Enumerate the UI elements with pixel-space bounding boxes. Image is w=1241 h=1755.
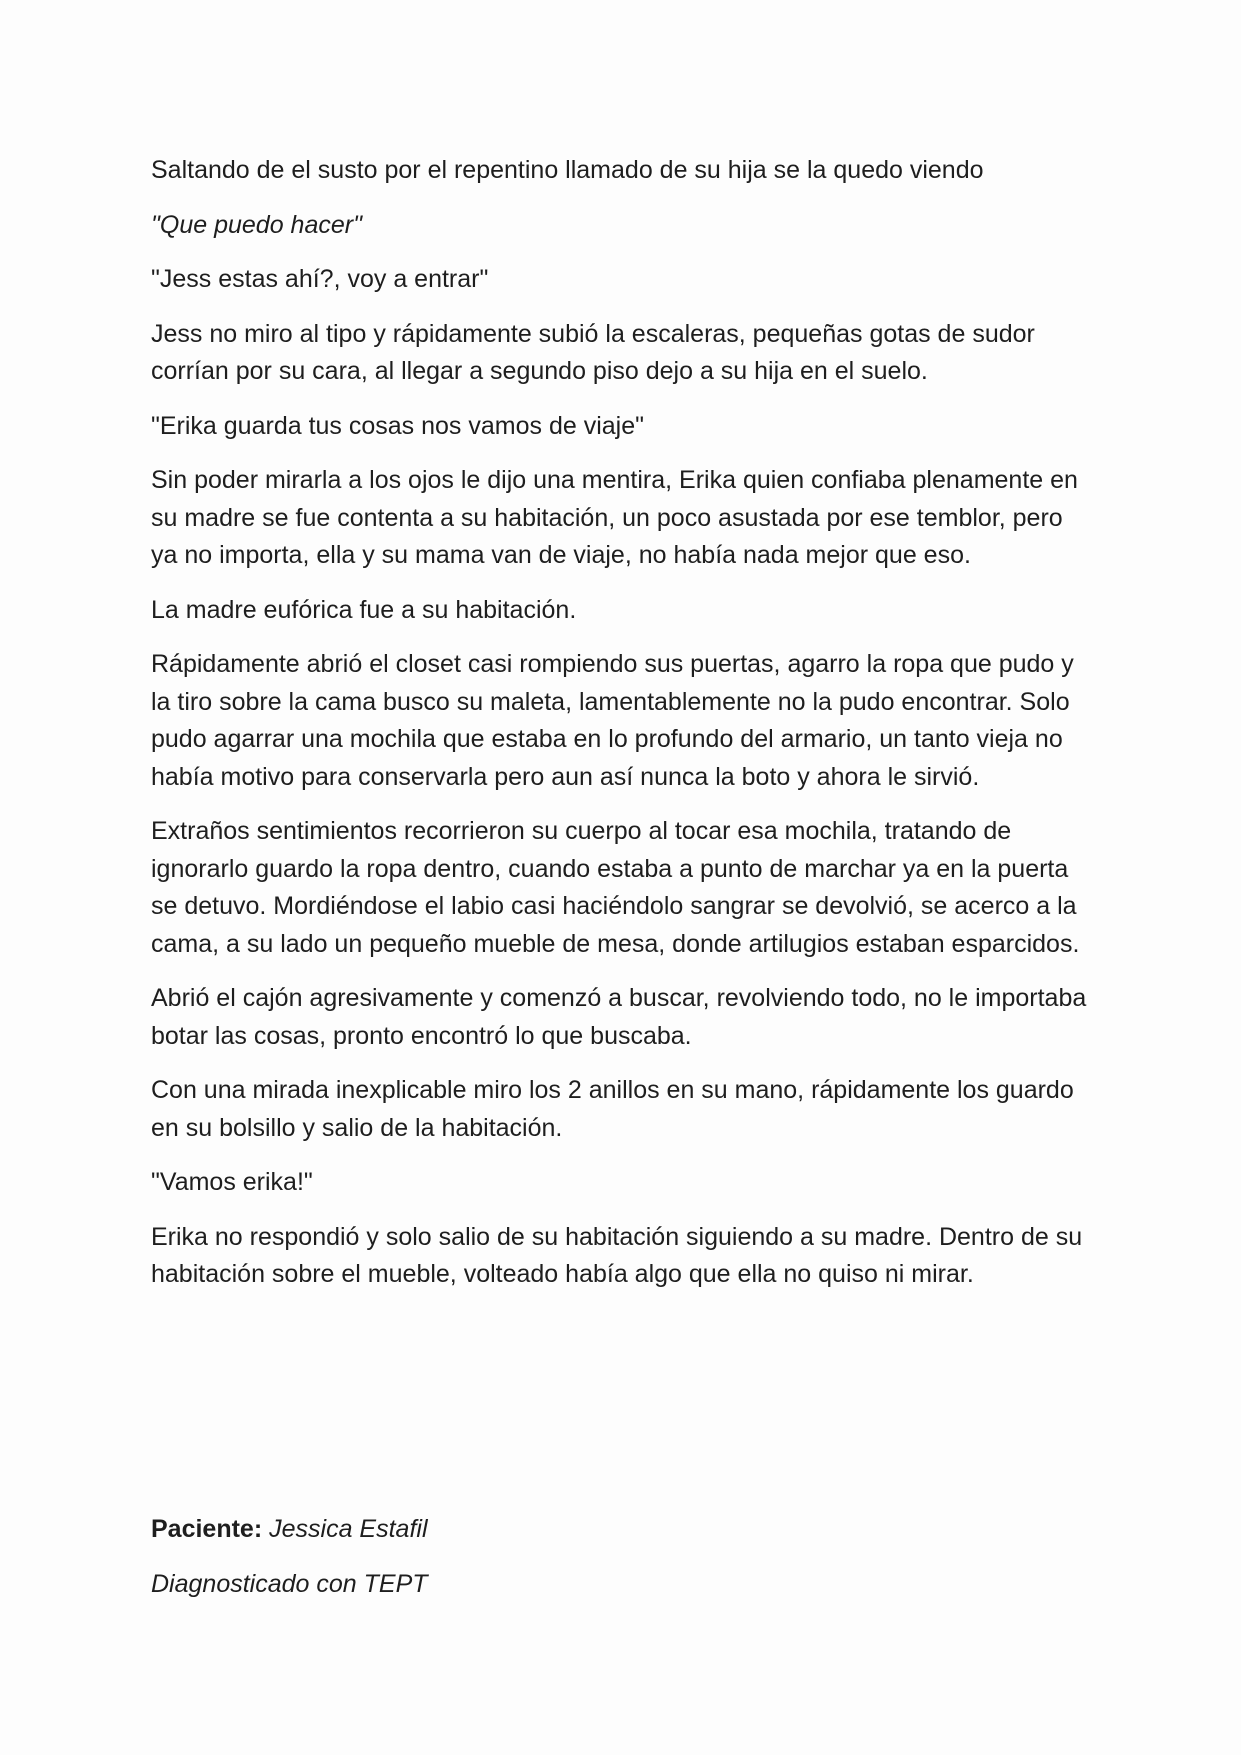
patient-info (151, 1511, 1096, 1620)
paragraph: La madre eufórica fue a su habitación. (151, 595, 577, 624)
paragraph: Extraños sentimientos recorrieron su cuerpo al tocar esa mochila, tratando de ignorarlo guardo la ropa dentro, cuando estaba a punto de marchar ya en la puerta se detuvo. Mordiéndose el labio casi haciéndolo sangrar se devolvió, se acerco a la cama, a su lado un pequeño mueble de mesa, donde artilugios estaban esparcidos. (151, 817, 1080, 958)
patient-name: Jessica Estafil (269, 1515, 428, 1543)
paragraph: Abrió el cajón agresivamente y comenzó a buscar, revolviendo todo, no le importaba botar las cosas, pronto encontró lo que buscaba. (151, 984, 1087, 1050)
paragraph: Rápidamente abrió el closet casi rompiendo sus puertas, agarro la ropa que pudo y la tiro sobre la cama busco su maleta, lamentablemente no la pudo encontrar. Solo pudo agarrar una mochila que estaba en lo profundo del armario, un tanto vieja no había motivo para conservarla pero aun así nunca la boto y ahora le sirvió. (151, 650, 1074, 791)
patient-label: Paciente: (151, 1515, 263, 1543)
patient-line (151, 1511, 1096, 1549)
paragraph-dialogue: "Jess estas ahí?, voy a entrar" (151, 265, 489, 293)
paragraph: Erika no respondió y solo salio de su habitación siguiendo a su madre. Dentro de su habitación sobre el mueble, volteado había algo que ella no quiso ni mirar. (151, 1222, 1083, 1288)
paragraph: Jess no miro al tipo y rápidamente subió la escaleras, pequeñas gotas de sudor corrían por su cara, al llegar a segundo piso dejo a su hija en el suelo. (151, 319, 1035, 385)
paragraph-dialogue: "Vamos erika!" (151, 1168, 313, 1196)
paragraph: Saltando de el susto por el repentino llamado de su hija se la quedo viendo (151, 156, 984, 184)
paragraph: Sin poder mirarla a los ojos le dijo una mentira, Erika quien confiaba plenamente en su madre se fue contenta a su habitación, un poco asustada por ese temblor, pero ya no importa, ella y su mama van de viaje, no había nada mejor que eso. (151, 466, 1078, 569)
paragraph-dialogue: "Erika guarda tus cosas nos vamos de viaje" (151, 411, 644, 440)
diagnosis-line: Diagnosticado con TEPT (151, 1569, 428, 1598)
paragraph-thought: "Que puedo hacer" (151, 210, 362, 239)
paragraph: Con una mirada inexplicable miro los 2 anillos en su mano, rápidamente los guardo en su bolsillo y salio de la habitación. (151, 1076, 1074, 1142)
document-body (151, 152, 1096, 1311)
